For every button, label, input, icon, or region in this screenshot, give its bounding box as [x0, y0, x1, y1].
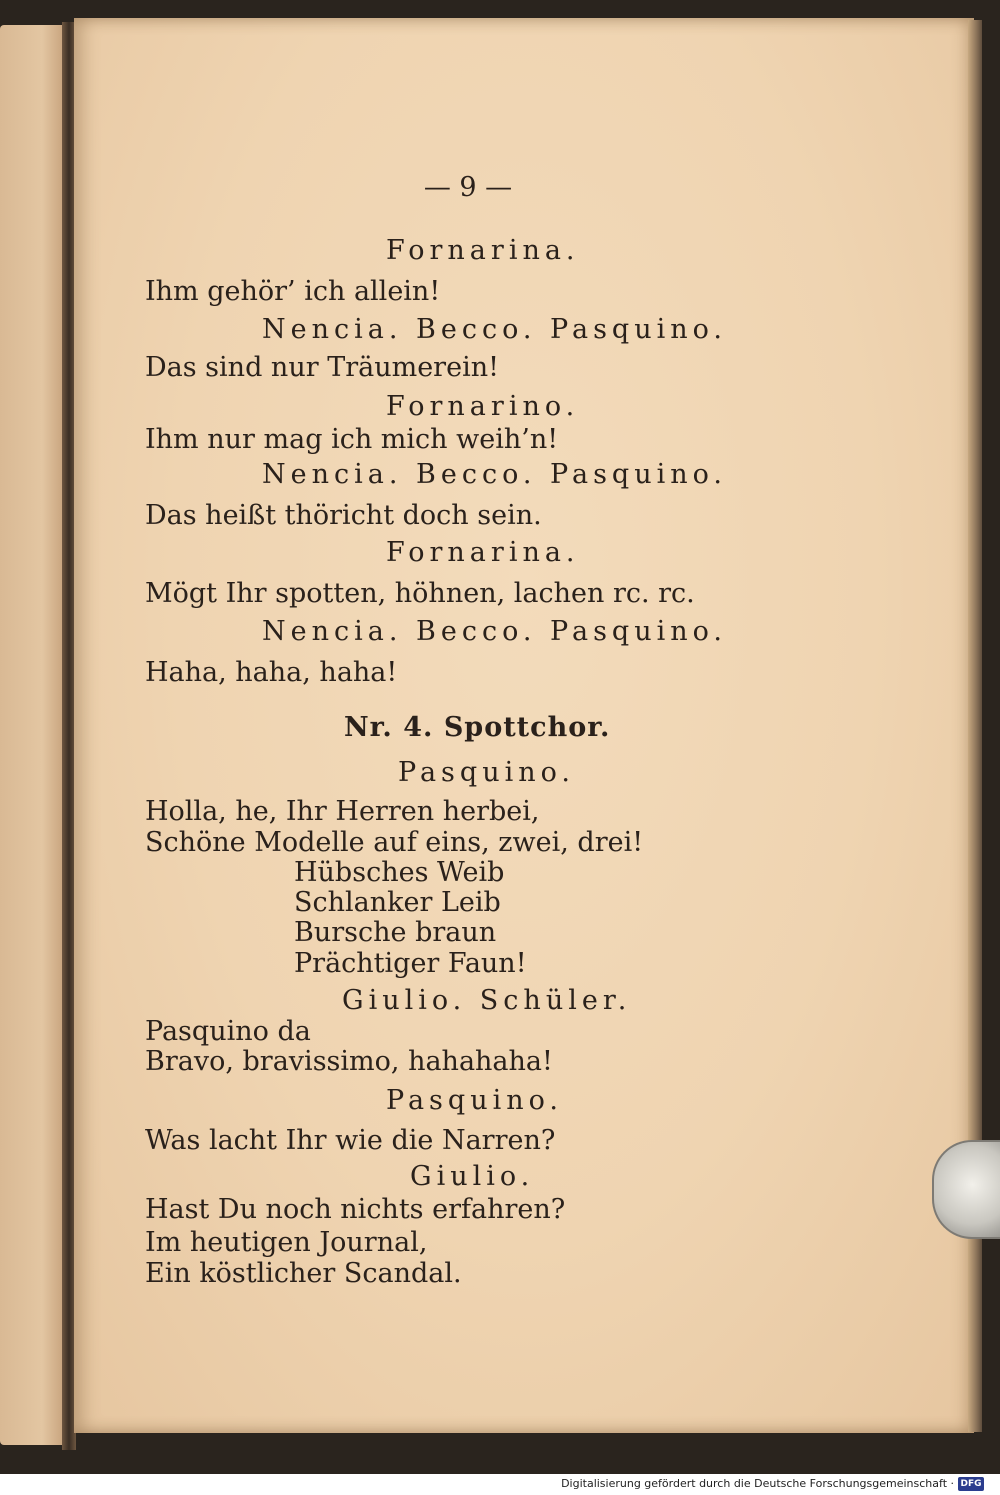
verse-line: Das heißt thöricht doch sein. [145, 500, 542, 531]
indented-verse-line: Schlanker Leib [294, 887, 501, 918]
facing-page-edge [0, 25, 70, 1445]
verse-line: Ein köstlicher Scandal. [145, 1258, 462, 1289]
verse-line: Ihm nur mag ich mich weih’n! [145, 424, 559, 455]
verse-line: Ihm gehör’ ich allein! [145, 276, 441, 307]
section-title: Nr. 4. Spottchor. [344, 712, 611, 743]
speaker-label: Fornarino. [386, 391, 580, 422]
dfg-logo: DFG [958, 1477, 984, 1491]
speaker-label: Pasquino. [386, 1085, 563, 1116]
verse-line: Das sind nur Träumerein! [145, 352, 499, 383]
page-number: — 9 — [423, 172, 513, 203]
indented-verse-line: Hübsches Weib [294, 857, 505, 888]
show-through-text [590, 250, 820, 1300]
speaker-label: Giulio. [410, 1161, 535, 1192]
speaker-label: Nencia. Becco. Pasquino. [262, 616, 727, 647]
verse-line: Pasquino da [145, 1016, 311, 1047]
indented-verse-line: Prächtiger Faun! [294, 948, 527, 979]
verse-line: Im heutigen Journal, [145, 1227, 428, 1258]
verse-line: Mögt Ihr spotten, höhnen, lachen rc. rc. [145, 578, 695, 609]
speaker-label: Pasquino. [398, 757, 575, 788]
speaker-label: Fornarina. [386, 537, 580, 568]
verse-line: Schöne Modelle auf eins, zwei, drei! [145, 827, 644, 858]
indented-verse-line: Bursche braun [294, 917, 497, 948]
verse-line: Was lacht Ihr wie die Narren? [145, 1125, 556, 1156]
speaker-label: Nencia. Becco. Pasquino. [262, 314, 727, 345]
speaker-label: Fornarina. [386, 235, 580, 266]
verse-line: Hast Du noch nichts erfahren? [145, 1194, 566, 1225]
speaker-label: Giulio. Schüler. [342, 985, 632, 1016]
verse-line: Haha, haha, haha! [145, 657, 398, 688]
verse-line: Holla, he, Ihr Herren herbei, [145, 796, 540, 827]
digitization-footer [0, 1474, 1000, 1495]
verse-line: Bravo, bravissimo, hahahaha! [145, 1046, 553, 1077]
page-turn-tab[interactable] [932, 1140, 1000, 1239]
speaker-label: Nencia. Becco. Pasquino. [262, 459, 727, 490]
funding-credit: Digitalisierung gefördert durch die Deutsche Forschungsgemeinschaft · [561, 1477, 954, 1490]
